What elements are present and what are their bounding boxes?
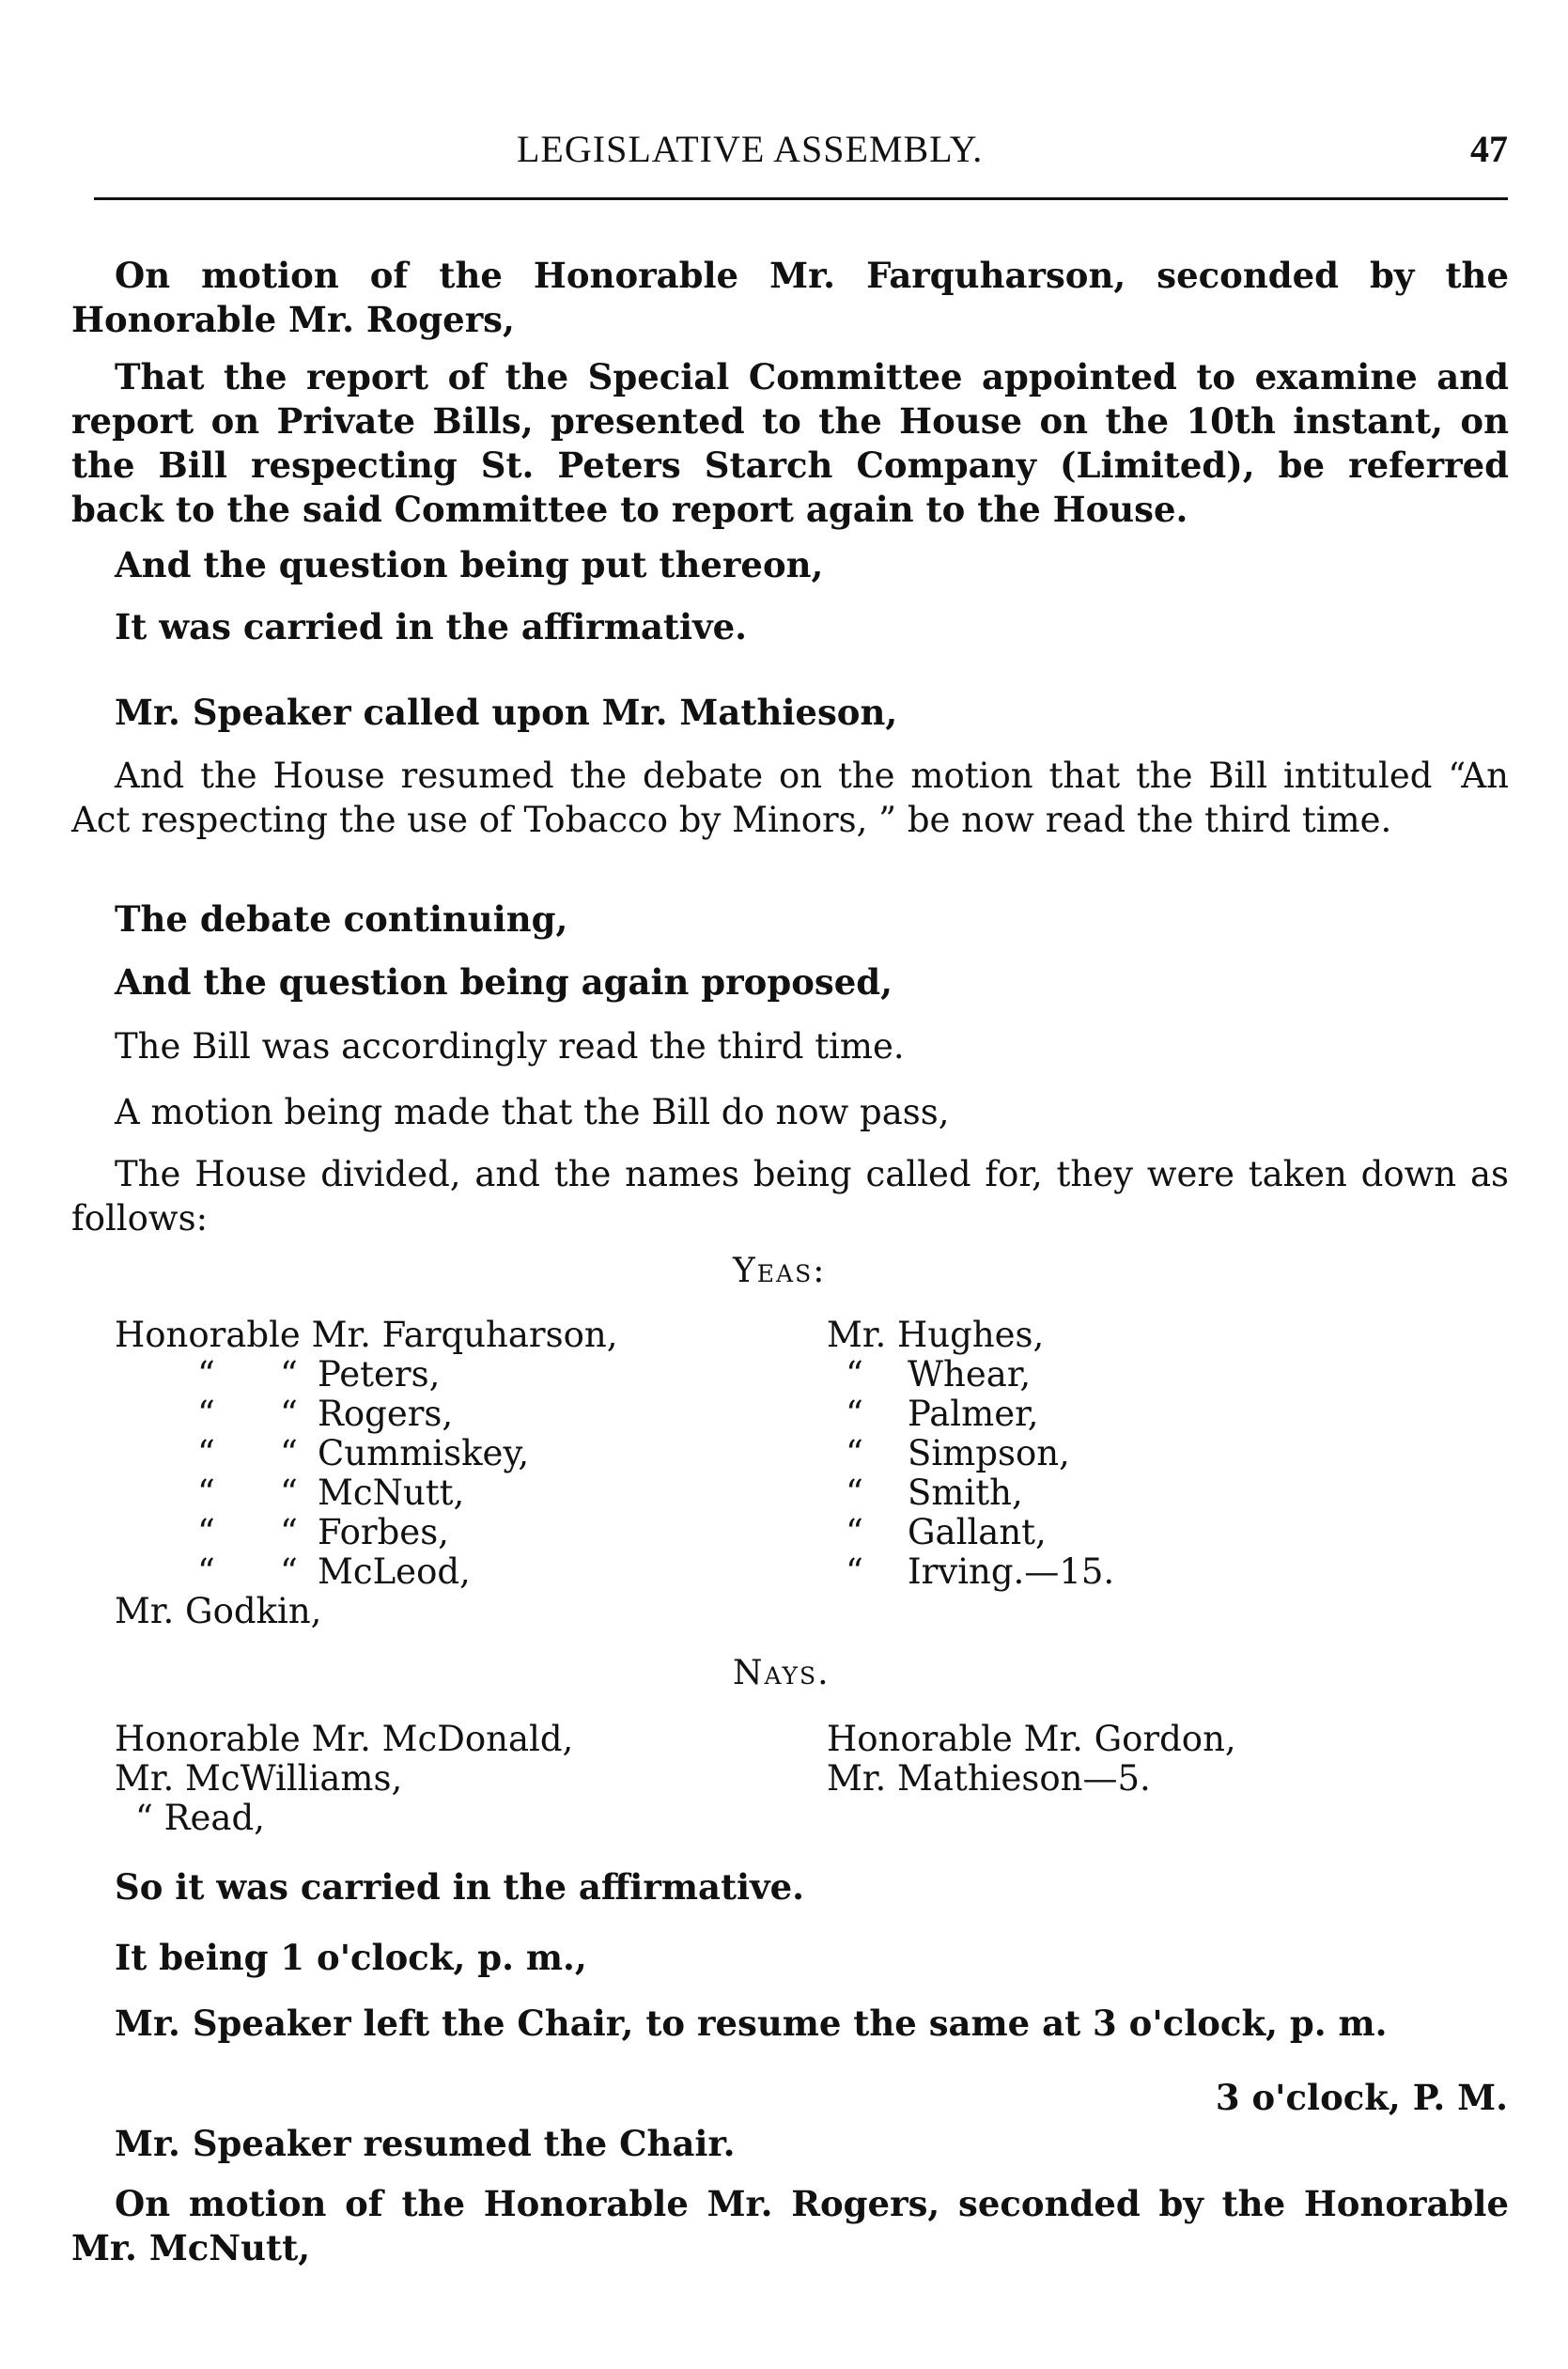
third-reading-line: The Bill was accordingly read the third time. bbox=[115, 1026, 905, 1067]
carried-line-1: It was carried in the affirmative. bbox=[115, 606, 747, 647]
nays-right-column bbox=[827, 1720, 1236, 1799]
yea-name-row: Mr. Godkin, bbox=[115, 1591, 322, 1631]
yea-name-row: Mr. Hughes, bbox=[827, 1315, 1045, 1355]
division-paragraph: The House divided, and the names being called for, they were taken down as follows: bbox=[71, 1154, 1509, 1239]
yea-name-row: “ “ McLeod, bbox=[197, 1551, 471, 1592]
report-paragraph: That the report of the Special Committee appointed to examine and report on Private Bills, presented to the House on the 10th instant, on the Bill respecting St. Peters Starch Company (Limited), be referred back to the said Committee to report again to the House. bbox=[71, 356, 1509, 530]
nay-name-row: Honorable Mr. Gordon, bbox=[827, 1719, 1236, 1759]
yea-name-row: “ Irving.—15. bbox=[846, 1551, 1115, 1592]
nay-name-row: Mr. McWilliams, bbox=[115, 1758, 403, 1799]
yea-name-row: “ “ Rogers, bbox=[197, 1394, 454, 1434]
time-marker: 3 o'clock, P. M. bbox=[1215, 2077, 1508, 2118]
yea-name-row: Honorable Mr. Farquharson, bbox=[115, 1315, 618, 1355]
question-proposed-line: And the question being again proposed, bbox=[115, 961, 893, 1003]
motion-paragraph-1: On motion of the Honorable Mr. Farquharson, seconded by the Honorable Mr. Rogers, bbox=[71, 255, 1509, 340]
question-put-line: And the question being put thereon, bbox=[115, 544, 824, 585]
yeas-left-column bbox=[115, 1316, 617, 1631]
yeas-heading: Yeas: bbox=[733, 1252, 827, 1290]
yea-name-row: “ Simpson, bbox=[846, 1433, 1070, 1473]
nay-name-row: “ Read, bbox=[135, 1798, 265, 1838]
yea-name-row: “ “ Cummiskey, bbox=[197, 1433, 530, 1473]
page-number: 47 bbox=[1470, 128, 1508, 170]
speaker-resumed-line: Mr. Speaker resumed the Chair. bbox=[115, 2123, 736, 2164]
debate-continuing-line: The debate continuing, bbox=[115, 898, 568, 940]
running-title: LEGISLATIVE ASSEMBLY. bbox=[517, 128, 984, 170]
page-header bbox=[94, 127, 1508, 183]
yea-name-row: “ Palmer, bbox=[846, 1394, 1039, 1434]
debate-paragraph: And the House resumed the debate on the motion that the Bill intituled “An Act respecting the use of Tobacco by Minors, ” be now read the third time. bbox=[71, 756, 1509, 840]
motion-paragraph-2: On motion of the Honorable Mr. Rogers, seconded by the Honorable Mr. McNutt, bbox=[71, 2183, 1509, 2268]
nay-name-row: Honorable Mr. McDonald, bbox=[115, 1719, 574, 1759]
yea-name-row: “ “ Forbes, bbox=[197, 1512, 449, 1552]
header-rule bbox=[94, 197, 1508, 200]
one-oclock-line: It being 1 o'clock, p. m., bbox=[115, 1937, 587, 1978]
motion-pass-line: A motion being made that the Bill do now pass, bbox=[115, 1092, 950, 1132]
yea-name-row: “ Smith, bbox=[846, 1473, 1023, 1513]
yea-name-row: “ Whear, bbox=[846, 1354, 1032, 1395]
yea-name-row: “ “ McNutt, bbox=[197, 1473, 465, 1513]
yeas-right-column bbox=[827, 1316, 1114, 1592]
nays-heading: Nays. bbox=[733, 1654, 831, 1692]
speaker-left-line: Mr. Speaker left the Chair, to resume the same at 3 o'clock, p. m. bbox=[115, 2003, 1388, 2044]
nay-name-row: Mr. Mathieson—5. bbox=[827, 1758, 1151, 1799]
yea-name-row: “ “ Peters, bbox=[197, 1354, 441, 1395]
nays-left-column bbox=[115, 1720, 573, 1838]
speaker-called-line: Mr. Speaker called upon Mr. Mathieson, bbox=[115, 692, 898, 733]
yea-name-row: “ Gallant, bbox=[846, 1512, 1047, 1552]
carried-line-2: So it was carried in the affirmative. bbox=[115, 1866, 805, 1908]
